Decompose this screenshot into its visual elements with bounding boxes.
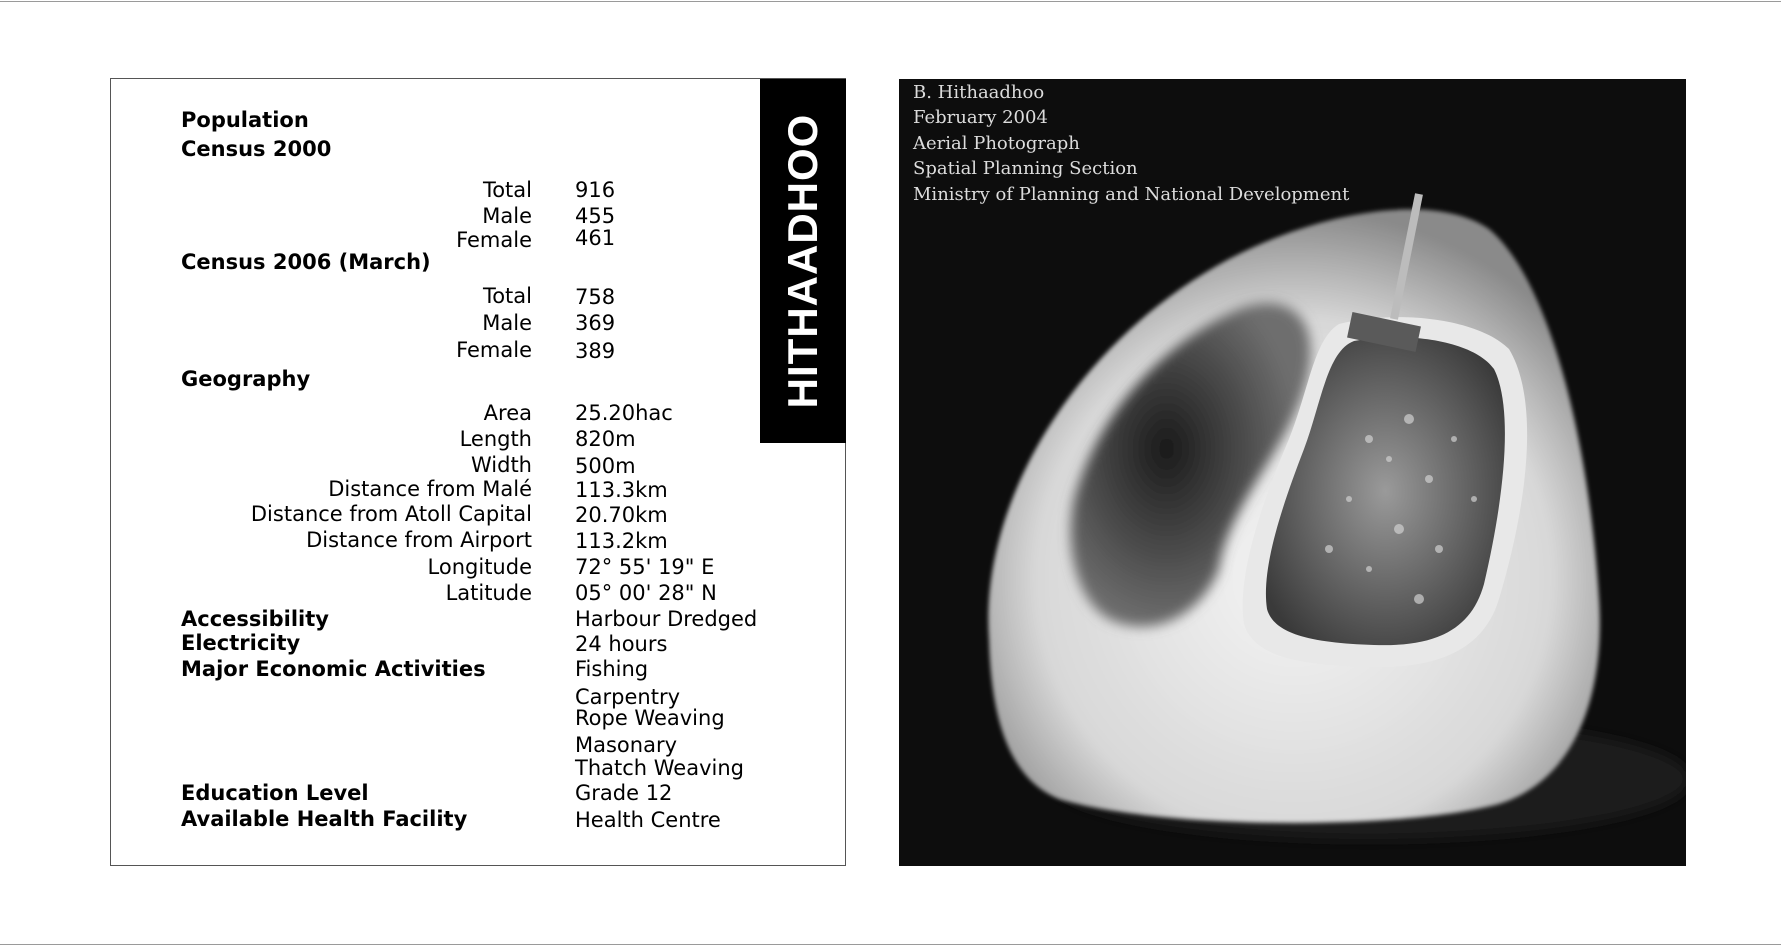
education-level-value: Grade 12 bbox=[575, 781, 673, 805]
area-value: 25.20hac bbox=[575, 401, 673, 425]
width-value: 500m bbox=[575, 454, 636, 478]
economic-activity-item: Masonary bbox=[575, 733, 678, 757]
health-facility-value: Health Centre bbox=[575, 808, 721, 832]
latitude-label: Latitude bbox=[445, 581, 532, 605]
caption-line: Spatial Planning Section bbox=[913, 158, 1138, 179]
geography-heading: Geography bbox=[181, 367, 311, 391]
width-label: Width bbox=[470, 453, 532, 477]
latitude-value: 05° 00' 28" N bbox=[575, 581, 717, 605]
bottom-rule bbox=[0, 944, 1781, 945]
distance-atoll-capital-label: Distance from Atoll Capital bbox=[250, 502, 532, 526]
distance-atoll-capital-value: 20.70km bbox=[575, 503, 668, 527]
top-rule bbox=[0, 1, 1781, 2]
economic-activities-label: Major Economic Activities bbox=[181, 657, 486, 681]
census-2000-total-label: Total bbox=[482, 178, 532, 202]
census-2006-male-value: 369 bbox=[575, 311, 616, 335]
health-facility-label: Available Health Facility bbox=[181, 807, 468, 831]
accessibility-value: Harbour Dredged bbox=[575, 607, 758, 631]
distance-airport-value: 113.2km bbox=[575, 529, 668, 553]
economic-activity-item: Thatch Weaving bbox=[575, 756, 744, 780]
education-level-label: Education Level bbox=[181, 781, 369, 805]
census-2000-female-label: Female bbox=[456, 228, 532, 252]
census-2000-male-label: Male bbox=[482, 204, 532, 228]
census-2006-female-label: Female bbox=[456, 338, 532, 362]
caption-line: B. Hithaadhoo bbox=[913, 82, 1045, 103]
distance-male-value: 113.3km bbox=[575, 478, 668, 502]
census-2006-total-value: 758 bbox=[575, 285, 616, 309]
census-2006-heading: Census 2006 (March) bbox=[181, 250, 431, 274]
census-2006-female-value: 389 bbox=[575, 339, 616, 363]
area-label: Area bbox=[483, 401, 532, 425]
caption-line: Ministry of Planning and National Development bbox=[913, 184, 1350, 205]
island-title-box bbox=[760, 79, 846, 443]
electricity-value: 24 hours bbox=[575, 632, 668, 656]
island-info-card bbox=[110, 78, 846, 866]
caption-line: Aerial Photograph bbox=[913, 133, 1080, 154]
economic-activity-item: Rope Weaving bbox=[575, 706, 725, 730]
census-2000-male-value: 455 bbox=[575, 204, 616, 228]
caption-line: February 2004 bbox=[913, 107, 1048, 128]
longitude-label: Longitude bbox=[427, 555, 532, 579]
electricity-label: Electricity bbox=[181, 631, 301, 655]
aerial-photograph bbox=[899, 79, 1686, 866]
census-2006-total-label: Total bbox=[482, 284, 532, 308]
distance-airport-label: Distance from Airport bbox=[306, 528, 532, 552]
population-heading: Population bbox=[181, 108, 309, 132]
census-2000-heading: Census 2000 bbox=[181, 137, 332, 161]
accessibility-label: Accessibility bbox=[181, 607, 329, 631]
economic-activity-item: Carpentry bbox=[575, 685, 681, 709]
distance-male-label: Distance from Malé bbox=[328, 477, 532, 501]
length-value: 820m bbox=[575, 427, 636, 451]
longitude-value: 72° 55' 19" E bbox=[575, 555, 715, 579]
census-2006-male-label: Male bbox=[482, 311, 532, 335]
length-label: Length bbox=[459, 427, 532, 451]
census-2000-female-value: 461 bbox=[575, 226, 616, 250]
island-title: HITHAADHOO bbox=[779, 113, 826, 409]
census-2000-total-value: 916 bbox=[575, 178, 616, 202]
economic-activity-item: Fishing bbox=[575, 657, 649, 681]
